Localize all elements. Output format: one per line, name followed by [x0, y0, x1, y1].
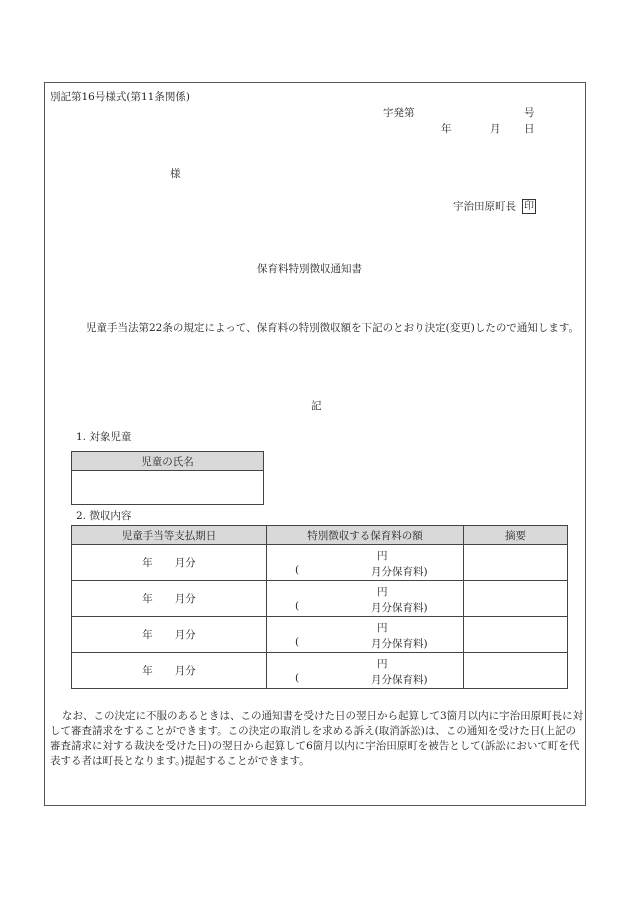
year-label: 年 — [142, 593, 153, 605]
paren-open: ( — [295, 672, 300, 684]
paren-open: ( — [295, 636, 300, 648]
year-label: 年 — [142, 665, 153, 677]
body-text: 児童手当法第22条の規定によって、保育料の特別徴収額を下記のとおり決定(変更)したので通知します。 — [86, 322, 580, 334]
month-label: 月分 — [174, 629, 196, 641]
issuer-title: 宇治田原町長 — [453, 200, 516, 213]
paren-open: ( — [295, 600, 300, 612]
col-amount: 特別徴収する保育料の額 — [267, 526, 464, 545]
table-row — [72, 545, 568, 581]
remarks-cell — [464, 617, 568, 653]
date-cell — [72, 581, 267, 617]
date-month: 月 — [490, 123, 501, 135]
remarks-cell — [464, 545, 568, 581]
yen-label: 円 — [377, 622, 388, 634]
paren-open: ( — [295, 564, 300, 576]
date-cell — [72, 545, 267, 581]
collection-table — [71, 525, 568, 689]
yen-label: 円 — [377, 586, 388, 598]
month-label: 月分 — [174, 665, 196, 677]
remarks-cell — [464, 581, 568, 617]
yen-label: 円 — [377, 550, 388, 562]
year-label: 年 — [142, 629, 153, 641]
addressee-sama: 様 — [170, 168, 181, 180]
date-cell — [72, 617, 267, 653]
amount-cell — [267, 545, 464, 581]
seal-stamp: 印 — [524, 201, 534, 212]
document-title: 保育料特別徴収通知書 — [257, 263, 362, 275]
col-payment-date: 児童手当等支払期日 — [72, 526, 267, 545]
yen-label: 円 — [377, 658, 388, 670]
form-header: 別記第16号様式(第11条関係) — [50, 91, 190, 103]
month-fee-label: 月分保育料) — [371, 638, 428, 650]
notice-text: なお、この決定に不服のあるときは、この通知書を受けた日の翌日から起算して3箇月以内に宇治田原町長に対して審査請求をすることができます。この決定の取消しを求める訴え(取消訴訟)は、この通知を受けた日(上記の審査請求に対する裁決を受けた日)の翌日から起算して6箇月以内に宇治田原町を被告として(訴訟において町を代表する者は町長となります。)提起することができます。 — [50, 710, 584, 767]
child-table — [71, 451, 264, 505]
date-cell — [72, 653, 267, 689]
section2-heading: 2. 徴収内容 — [76, 510, 132, 522]
date-day: 日 — [524, 123, 535, 135]
remarks-cell — [464, 653, 568, 689]
month-label: 月分 — [174, 557, 196, 569]
year-label: 年 — [142, 557, 153, 569]
section1-heading: 1. 対象児童 — [76, 431, 132, 443]
table-row — [72, 617, 568, 653]
col-remarks: 摘要 — [464, 526, 568, 545]
child-name-header: 児童の氏名 — [72, 452, 264, 471]
ki-label: 記 — [311, 400, 322, 412]
doc-number-suffix: 号 — [524, 107, 535, 119]
date-year: 年 — [441, 123, 452, 135]
child-name-cell — [72, 471, 264, 505]
doc-number-prefix: 宇発第 — [383, 107, 415, 119]
table-row — [72, 581, 568, 617]
form-frame — [44, 82, 586, 806]
table-row — [72, 653, 568, 689]
month-fee-label: 月分保育料) — [371, 566, 428, 578]
amount-cell — [267, 581, 464, 617]
month-fee-label: 月分保育料) — [371, 602, 428, 614]
month-fee-label: 月分保育料) — [371, 674, 428, 686]
amount-cell — [267, 617, 464, 653]
amount-cell — [267, 653, 464, 689]
month-label: 月分 — [174, 593, 196, 605]
issuer — [453, 199, 536, 214]
